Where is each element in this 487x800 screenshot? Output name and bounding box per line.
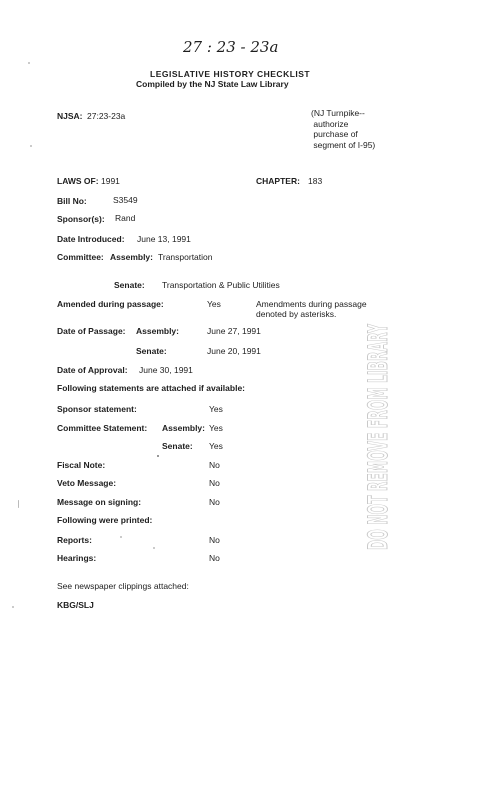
printed-heading: Following were printed:: [57, 515, 153, 525]
chapter-label: CHAPTER:: [256, 176, 300, 186]
laws-of-value: 1991: [101, 176, 120, 186]
committee-label: Committee:: [57, 252, 104, 262]
date-introduced-value: June 13, 1991: [137, 234, 191, 244]
date-introduced-label: Date Introduced:: [57, 234, 125, 244]
library-stamp: [347, 57, 411, 552]
committee-statement-label: Committee Statement:: [57, 423, 148, 433]
attached-heading: Following statements are attached if available:: [57, 383, 245, 393]
library-stamp-text: DO NOT REMOVE FROM LIBRARY: [363, 57, 394, 550]
committee-senate-value: Transportation & Public Utilities: [162, 280, 280, 290]
committee-assembly-value: Transportation: [158, 252, 213, 262]
bill-no-label: Bill No:: [57, 196, 87, 206]
sponsor-statement-value: Yes: [209, 404, 223, 414]
passage-label: Date of Passage:: [57, 326, 126, 336]
passage-senate-value: June 20, 1991: [207, 346, 261, 356]
message-signing-value: No: [209, 497, 220, 507]
hearings-label: Hearings:: [57, 553, 97, 563]
committee-statement-senate-label: Senate:: [162, 441, 193, 451]
veto-message-value: No: [209, 478, 220, 488]
approval-label: Date of Approval:: [57, 365, 128, 375]
sponsor-label: Sponsor(s):: [57, 214, 105, 224]
fiscal-note-label: Fiscal Note:: [57, 460, 106, 470]
hearings-value: No: [209, 553, 220, 563]
approval-value: June 30, 1991: [139, 365, 193, 375]
committee-statement-senate-value: Yes: [209, 441, 223, 451]
committee-statement-assembly-value: Yes: [209, 423, 223, 433]
amended-label: Amended during passage:: [57, 299, 164, 309]
passage-senate-label: Senate:: [136, 346, 167, 356]
fiscal-note-value: No: [209, 460, 220, 470]
passage-assembly-label: Assembly:: [136, 326, 179, 336]
reports-value: No: [209, 535, 220, 545]
committee-statement-assembly-label: Assembly:: [162, 423, 205, 433]
njsa-label: NJSA:: [57, 111, 83, 121]
reports-label: Reports:: [57, 535, 92, 545]
amended-note-line1: Amendments during passage: [256, 299, 367, 309]
bill-no-value: S3549: [113, 195, 138, 205]
checklist-title: LEGISLATIVE HISTORY CHECKLIST: [150, 69, 311, 79]
amended-note-line2: denoted by asterisks.: [256, 309, 337, 319]
njsa-value: 27:23-23a: [87, 111, 126, 121]
sponsor-value: Rand: [115, 213, 136, 223]
initials: KBG/SLJ: [57, 600, 94, 610]
clippings-note: See newspaper clippings attached:: [57, 581, 189, 591]
message-signing-label: Message on signing:: [57, 497, 142, 507]
veto-message-label: Veto Message:: [57, 478, 117, 488]
subject-note: (NJ Turnpike-- authorize purchase of segment of I-95): [311, 108, 376, 150]
sponsor-statement-label: Sponsor statement:: [57, 404, 137, 414]
committee-assembly-label: Assembly:: [110, 252, 153, 262]
committee-senate-label: Senate:: [114, 280, 145, 290]
checklist-subtitle: Compiled by the NJ State Law Library: [136, 79, 289, 89]
laws-of-label: LAWS OF:: [57, 176, 99, 186]
handwritten-chapter-number: 27 : 23 - 23a: [183, 38, 279, 56]
chapter-value: 183: [308, 176, 323, 186]
amended-value: Yes: [207, 299, 221, 309]
passage-assembly-value: June 27, 1991: [207, 326, 261, 336]
